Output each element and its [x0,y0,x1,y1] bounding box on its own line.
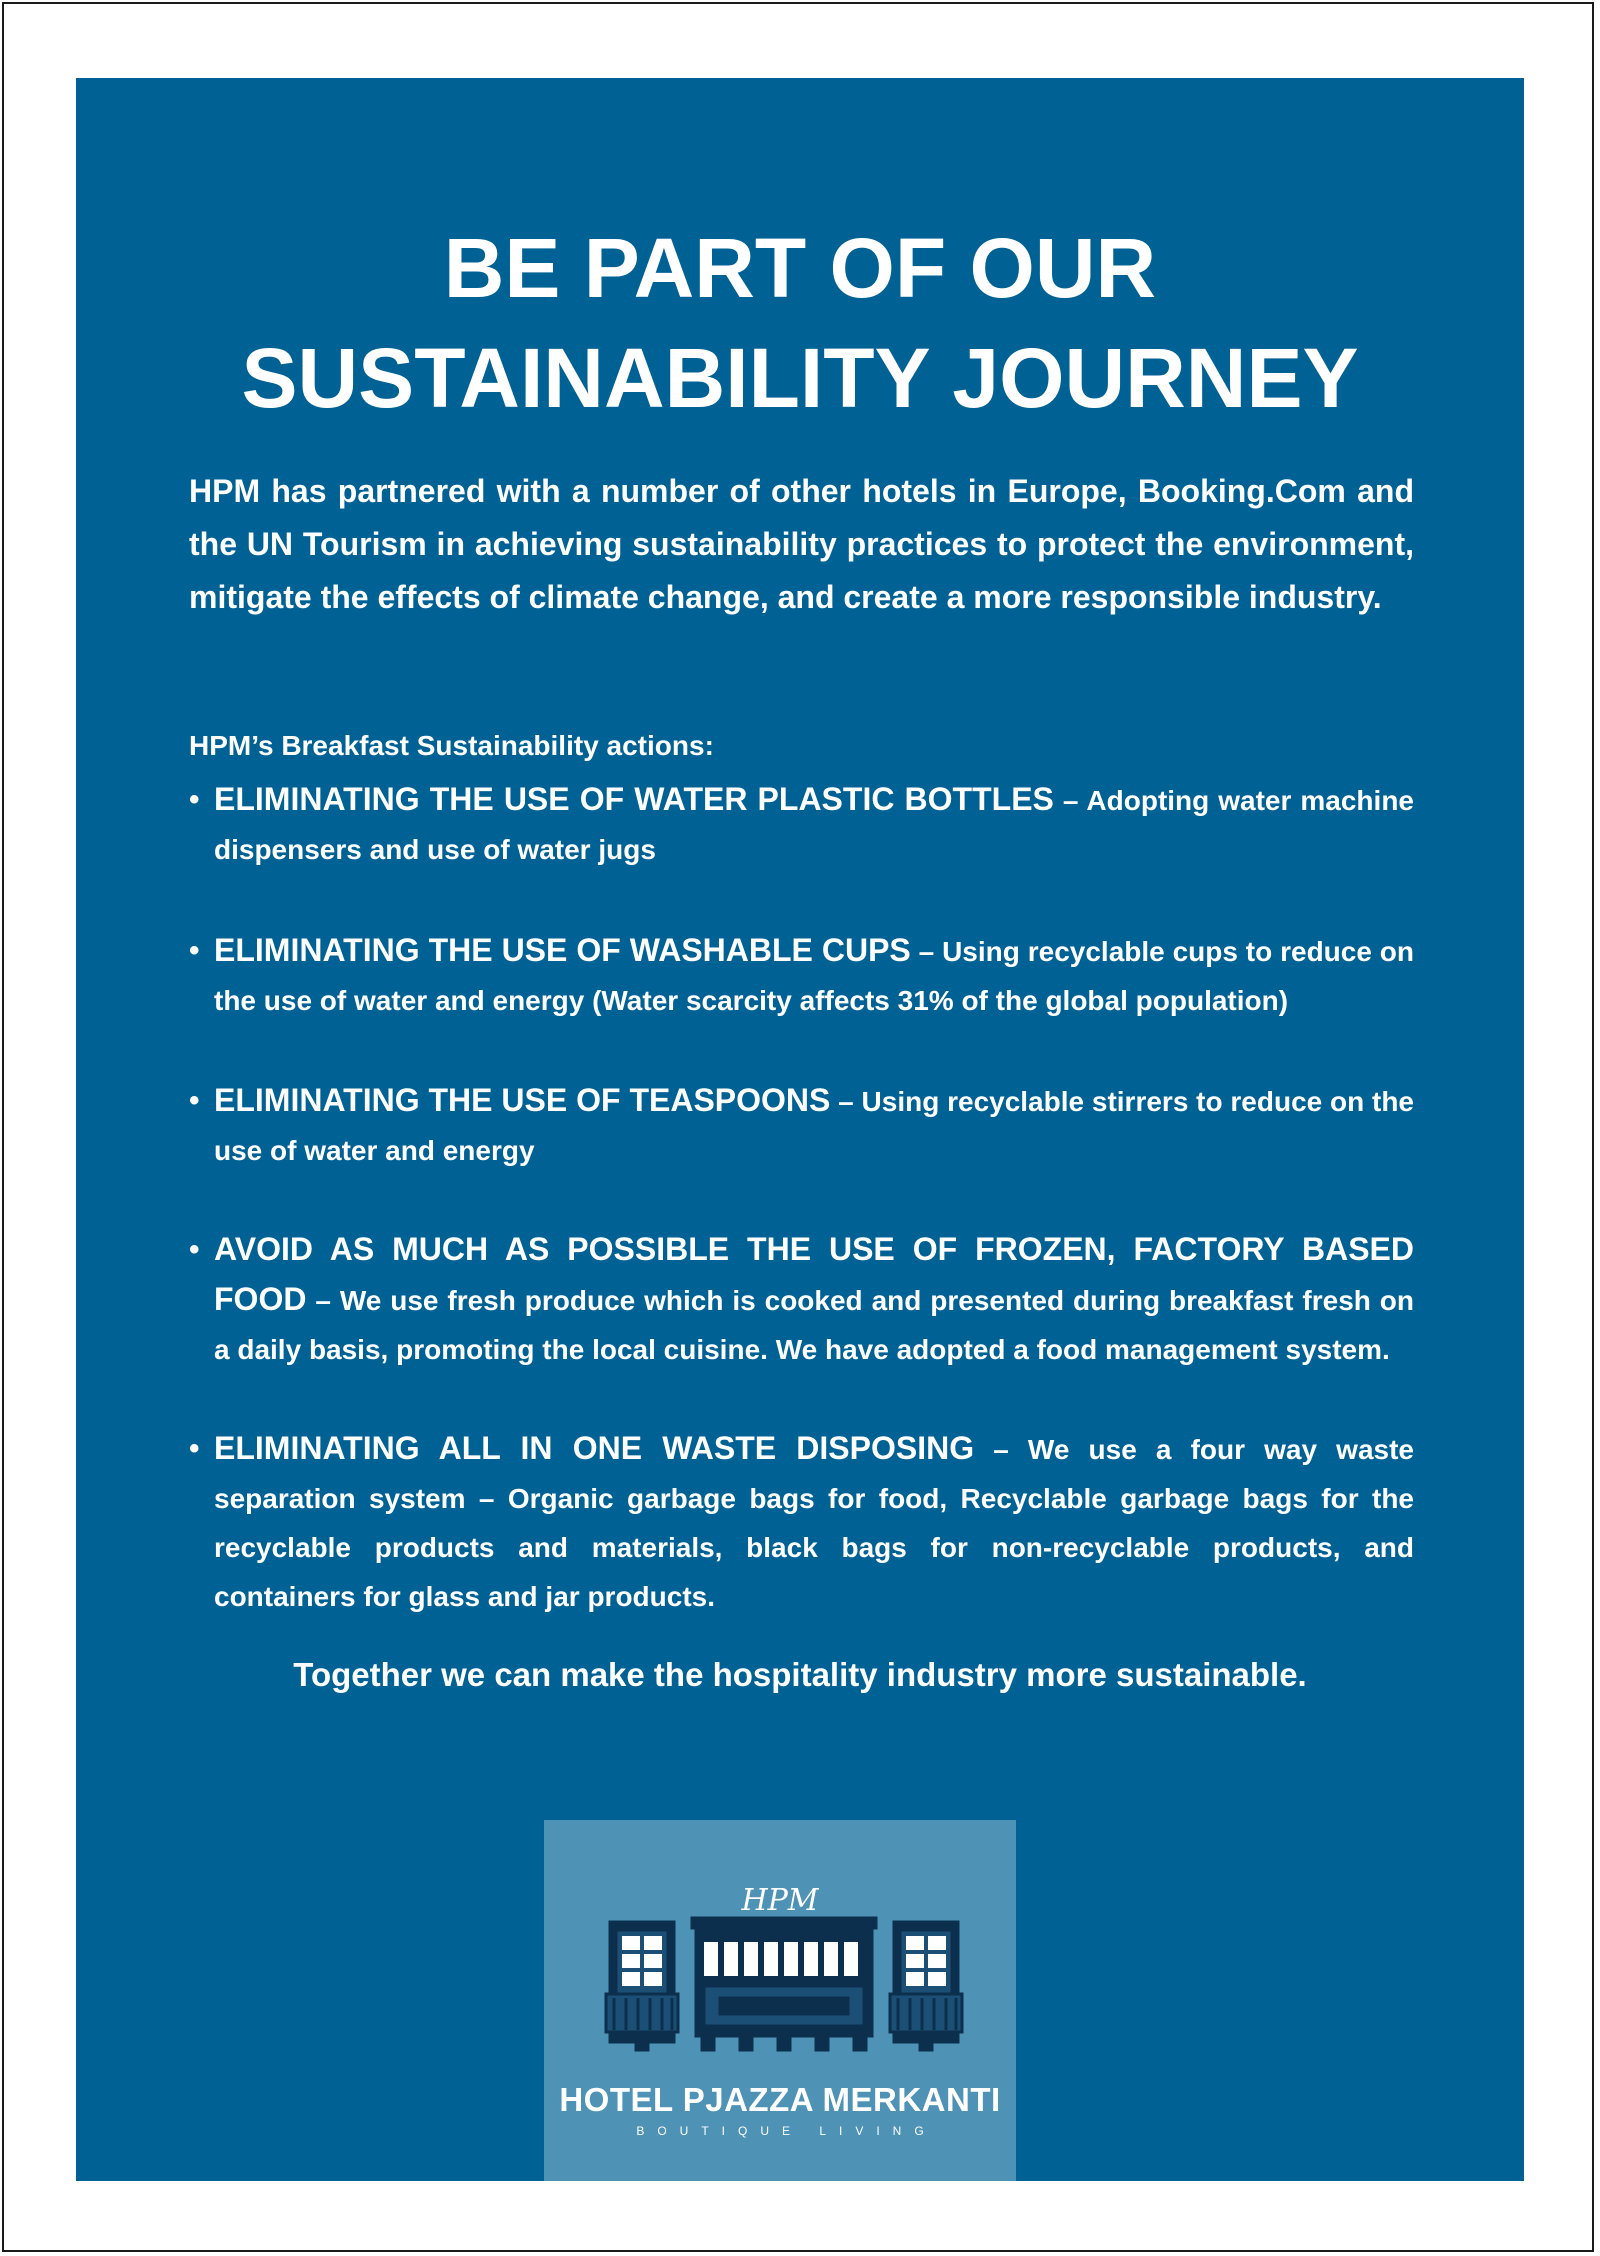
hotel-tagline: BOUTIQUE LIVING [636,2124,937,2138]
left-balcony [606,1922,678,2050]
action-item-frozen-food [189,1225,1414,1374]
center-balcony [692,1918,876,2050]
action-head: ELIMINATING ALL IN ONE WASTE DISPOSING [214,1430,975,1466]
action-item-teaspoons [189,1076,1414,1175]
bullet: • [189,1432,200,1465]
balcony-icon [544,1820,1016,2070]
closing-statement: Together we can make the hospitality industry more sustainable. [293,1656,1307,1693]
action-body: – We use a four way waste separation system – Organic garbage bags for food, Recyclable garbage bags for the recyclable products and materials, black bags for non-recyclable products, and containers for glass and jar products. [214,1434,1414,1612]
action-head: ELIMINATING THE USE OF WATER PLASTIC BOTTLES [214,781,1054,817]
hotel-logo [544,1820,1016,2181]
action-head: ELIMINATING THE USE OF WASHABLE CUPS [214,932,911,968]
action-item-washable-cups [189,926,1414,1025]
poster-panel [76,78,1524,2181]
intro-paragraph: HPM has partnered with a number of other hotels in Europe, Booking.Com and the UN Tourism in achieving sustainability practices to protect the environment, mitigate the effects of climate change, and create a more responsible industry. [189,473,1414,615]
action-body: – Using recyclable cups to reduce on the use of water and energy (Water scarcity affects 31% of the global population) [214,936,1414,1016]
actions-heading: HPM’s Breakfast Sustainability actions: [189,730,714,761]
hpm-monogram: HPM [741,1883,819,1918]
action-item-water-bottles [189,775,1414,874]
bullet: • [189,1084,200,1117]
action-head: AVOID AS MUCH AS POSSIBLE THE USE OF FROZEN, FACTORY BASED FOOD [214,1231,1414,1317]
action-body: – We use fresh produce which is cooked and presented during breakfast fresh on a daily basis, promoting the local cuisine. We have adopted a food management system. [214,1285,1414,1365]
title-line-1: BE PART OF OUR [443,221,1157,315]
action-item-waste-disposing [189,1424,1414,1621]
right-balcony [890,1922,962,2050]
bullet: • [189,1233,200,1266]
poster-title [76,213,1524,433]
action-head: ELIMINATING THE USE OF TEASPOONS [214,1082,831,1118]
hotel-name: HOTEL PJAZZA MERKANTI [559,2081,1001,2118]
bullet: • [189,934,200,967]
title-line-2: SUSTAINABILITY JOURNEY [241,331,1359,425]
action-body: – Adopting water machine dispensers and use of water jugs [214,785,1414,865]
bullet: • [189,783,200,816]
action-body: – Using recyclable stirrers to reduce on the use of water and energy [214,1086,1415,1166]
